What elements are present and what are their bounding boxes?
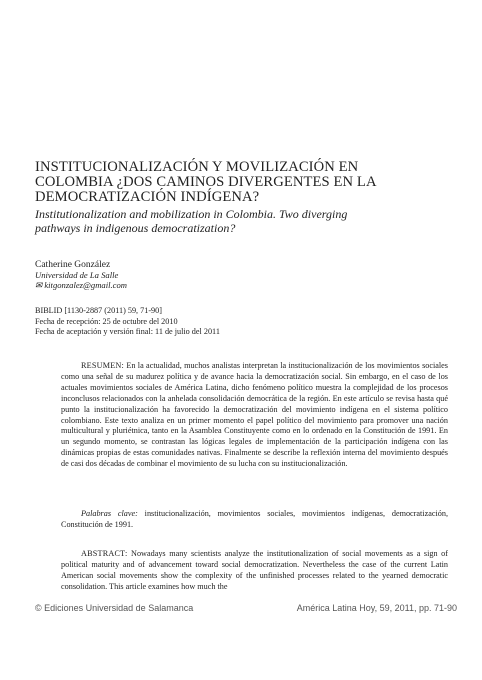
article-title-line: COLOMBIA ¿DOS CAMINOS DIVERGENTES EN LA xyxy=(35,174,377,190)
resumen-label: RESUMEN: xyxy=(81,361,124,370)
resumen-paragraph xyxy=(61,361,448,470)
accepted-date: Fecha de aceptación y versión final: 11 de julio del 2011 xyxy=(35,327,220,336)
article-subtitle-line: pathways in indigenous democratization? xyxy=(35,221,236,235)
biblid: BIBLID [1130-2887 (2011) 59, 71-90] xyxy=(35,306,162,315)
footer-citation: América Latina Hoy, 59, 2011, pp. 71-90 xyxy=(296,603,457,613)
author-email: ✉ kitgonzalez@gmail.com xyxy=(35,280,127,290)
keywords-text: institucionalización, movimientos sociales, movimientos indígenas, democratización, Constitución de 1991. xyxy=(61,509,448,529)
keywords-paragraph xyxy=(61,509,448,531)
author-name: Catherine González xyxy=(35,260,111,270)
footer-publisher: © Ediciones Universidad de Salamanca xyxy=(35,603,194,613)
article-subtitle xyxy=(35,207,455,235)
resumen-text: En la actualidad, muchos analistas interpretan la institucionalización de los movimientos sociales como una señal de su madurez política y de avance hacia la democratización social. Sin embargo, en el caso de los actuales movimientos sociales de América Latina, dicho fenómeno político muestra la complejidad de los procesos inconclusos relacionados con la anhelada consolidación democrática de la región. En este artículo se revisa hasta qué punto la institucionalización ha favorecido la democratización del movimiento indígena en el sistema político colombiano. Este texto analiza en un primer momento el papel político del movimiento para promover una nación multicultural y pluriétnica, tanto en la Asamblea Constituyente como en lo ordenado en la Constitución de 1991. En un segundo momento, se contrastan las lógicas legales de implementación de la participación indígena con las dinámicas propias de estas comunidades nativas. Finalmente se describe la reflexión interna del movimiento después de casi dos décadas de combinar el movimiento de su lucha con su institucionalización. xyxy=(61,361,448,469)
article-title-line: INSTITUCIONALIZACIÓN Y MOVILIZACIÓN EN xyxy=(35,159,359,175)
article-title xyxy=(35,160,455,205)
author-affiliation: Universidad de La Salle xyxy=(35,270,119,280)
article-subtitle-line: Institutionalization and mobilization in Colombia. Two diverging xyxy=(35,207,348,221)
article-title-line: DEMOCRATIZACIÓN INDÍGENA? xyxy=(35,189,260,205)
received-date: Fecha de recepción: 25 de octubre del 2010 xyxy=(35,316,178,326)
publication-meta xyxy=(35,306,220,338)
abstract-label: ABSTRACT: xyxy=(81,549,128,558)
keywords-label: Palabras clave: xyxy=(81,509,138,518)
abstract-paragraph xyxy=(61,549,448,593)
abstract-text: Nowadays many scientists analyze the institutionalization of social movements as a sign of political maturity and of advancement toward social democratization. Nevertheless the case of the current Latin American social movements show the complexity of the unfinished processes related to the yearned democratic consolidation. This article examines how much the xyxy=(61,549,449,591)
author-block xyxy=(35,260,127,290)
